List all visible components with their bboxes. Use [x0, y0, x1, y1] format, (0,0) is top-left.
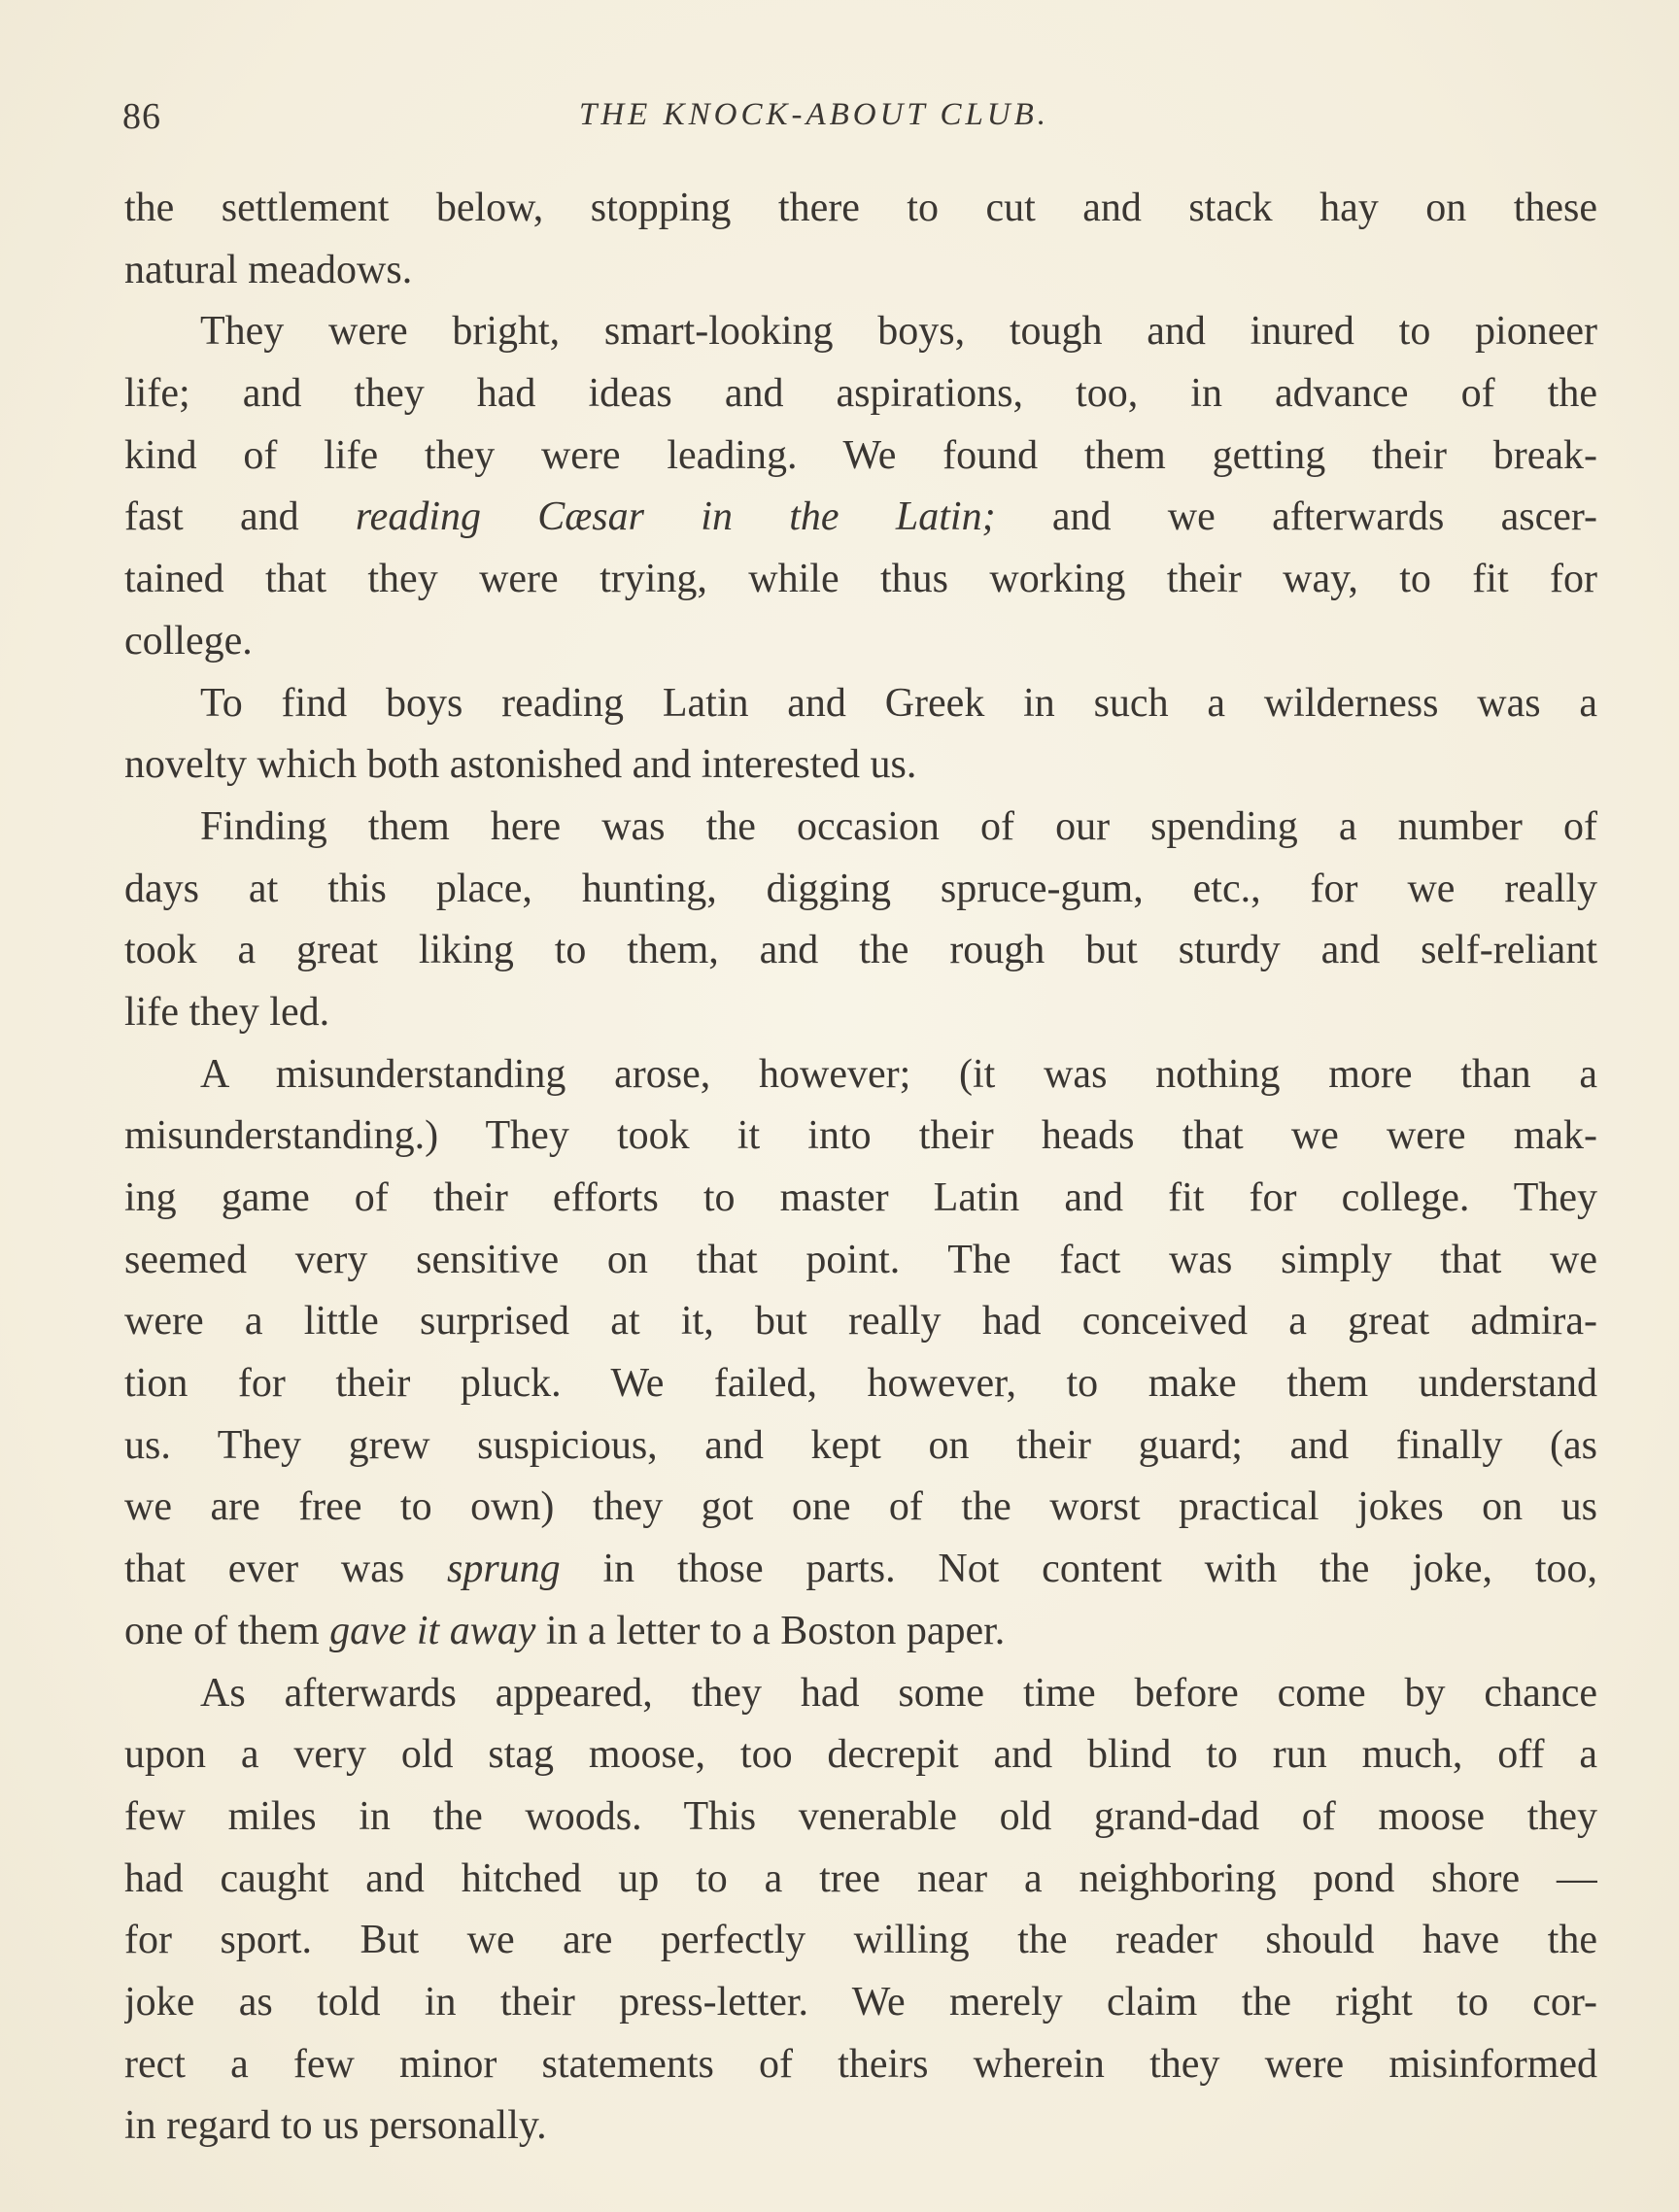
page-number: 86: [122, 96, 161, 137]
text-segment: days at this place, hunting, digging spruce-gum, etc., for we really: [124, 866, 1597, 911]
text-line: [124, 1168, 1597, 1230]
text-line: [124, 1477, 1597, 1539]
text-segment: that ever was: [124, 1547, 447, 1592]
text-line: [124, 487, 1597, 549]
text-line: [124, 797, 1597, 859]
text-segment: rect a few minor statements of theirs wherein they were misinformed: [124, 2041, 1597, 2087]
text-line: [124, 549, 1597, 611]
text-segment: As afterwards appeared, they had some time before come by chance: [200, 1670, 1597, 1716]
text-line: [124, 2034, 1597, 2096]
text-segment: natural meadows.: [124, 247, 413, 292]
text-segment: They were bright, smart-looking boys, tough and inured to pioneer: [200, 309, 1597, 355]
text-line: [124, 301, 1597, 363]
text-segment: and we afterwards ascer-: [995, 494, 1597, 540]
text-segment: joke as told in their press-letter. We merely claim the right to cor-: [124, 1979, 1597, 2025]
body-text: [124, 178, 1597, 2158]
text-line: [124, 982, 1597, 1044]
text-segment: tained that they were trying, while thus working their way, to fit for: [124, 557, 1597, 602]
text-segment: seemed very sensitive on that point. The fact was simply that we: [124, 1237, 1597, 1282]
text-line: [124, 1230, 1597, 1292]
text-segment: life; and they had ideas and aspirations, too, in advance of the: [124, 371, 1597, 417]
text-line: [124, 1972, 1597, 2034]
text-segment: life they led.: [124, 989, 330, 1035]
text-segment: fast and: [124, 494, 356, 540]
text-line: [124, 1106, 1597, 1168]
text-line: [124, 363, 1597, 425]
text-segment: kind of life they were leading. We found them getting their break-: [124, 432, 1597, 478]
text-line: [124, 1291, 1597, 1353]
text-segment: we are free to own) they got one of the worst practical jokes on us: [124, 1484, 1597, 1530]
text-line: [124, 734, 1597, 797]
text-line: [124, 673, 1597, 735]
text-segment: misunderstanding.) They took it into their heads that we were mak-: [124, 1113, 1597, 1159]
text-segment: in regard to us personally.: [124, 2103, 547, 2149]
text-segment: had caught and hitched up to a tree near a neighboring pond shore —: [124, 1855, 1597, 1901]
text-line: [124, 1663, 1597, 1725]
italic-text: sprung: [446, 1547, 561, 1592]
text-segment: in a letter to a Boston paper.: [535, 1608, 1006, 1653]
text-line: [124, 1724, 1597, 1787]
text-segment: for sport. But we are perfectly willing the reader should have the: [124, 1918, 1597, 1963]
text-segment: upon a very old stag moose, too decrepit and blind to run much, off a: [124, 1732, 1597, 1778]
text-segment: novelty which both astonished and interested us.: [124, 742, 917, 788]
text-segment: the settlement below, stopping there to cut and stack hay on these: [124, 186, 1597, 230]
italic-text: gave it away: [329, 1608, 536, 1653]
text-segment: us. They grew suspicious, and kept on their guard; and finally (as: [124, 1422, 1597, 1468]
text-line: [124, 1353, 1597, 1415]
text-segment: one of them: [124, 1608, 330, 1653]
text-line: [124, 859, 1597, 921]
text-line: [124, 920, 1597, 982]
text-line: [124, 1601, 1597, 1663]
text-line: [124, 240, 1597, 302]
text-segment: in those parts. Not content with the joke, too,: [560, 1547, 1597, 1592]
text-line: [124, 1044, 1597, 1106]
text-segment: college.: [124, 618, 253, 664]
text-segment: A misunderstanding arose, however; (it was nothing more than a: [200, 1051, 1597, 1097]
text-segment: tion for their pluck. We failed, however, to make them understand: [124, 1361, 1597, 1407]
text-segment: took a great liking to them, and the rough but sturdy and self-reliant: [124, 928, 1597, 973]
text-segment: Finding them here was the occasion of our spending a number of: [200, 803, 1597, 849]
text-line: [124, 1539, 1597, 1601]
text-line: [124, 2095, 1597, 2158]
running-title: THE KNOCK-ABOUT CLUB.: [579, 97, 1050, 132]
text-segment: To find boys reading Latin and Greek in such a wilderness was a: [200, 680, 1597, 726]
page-header: [122, 95, 1599, 144]
text-line: [124, 1849, 1597, 1911]
text-line: [124, 1787, 1597, 1849]
text-line: [124, 425, 1597, 488]
text-segment: were a little surprised at it, but really had conceived a great admira-: [124, 1299, 1597, 1344]
italic-text: reading Cæsar in the Latin;: [355, 494, 996, 540]
text-segment: few miles in the woods. This venerable old grand-dad of moose they: [124, 1793, 1597, 1839]
text-segment: ing game of their efforts to master Latin and fit for college. They: [124, 1175, 1597, 1220]
text-line: [124, 1415, 1597, 1478]
text-line: [124, 178, 1597, 240]
text-line: [124, 611, 1597, 673]
text-line: [124, 1910, 1597, 1972]
